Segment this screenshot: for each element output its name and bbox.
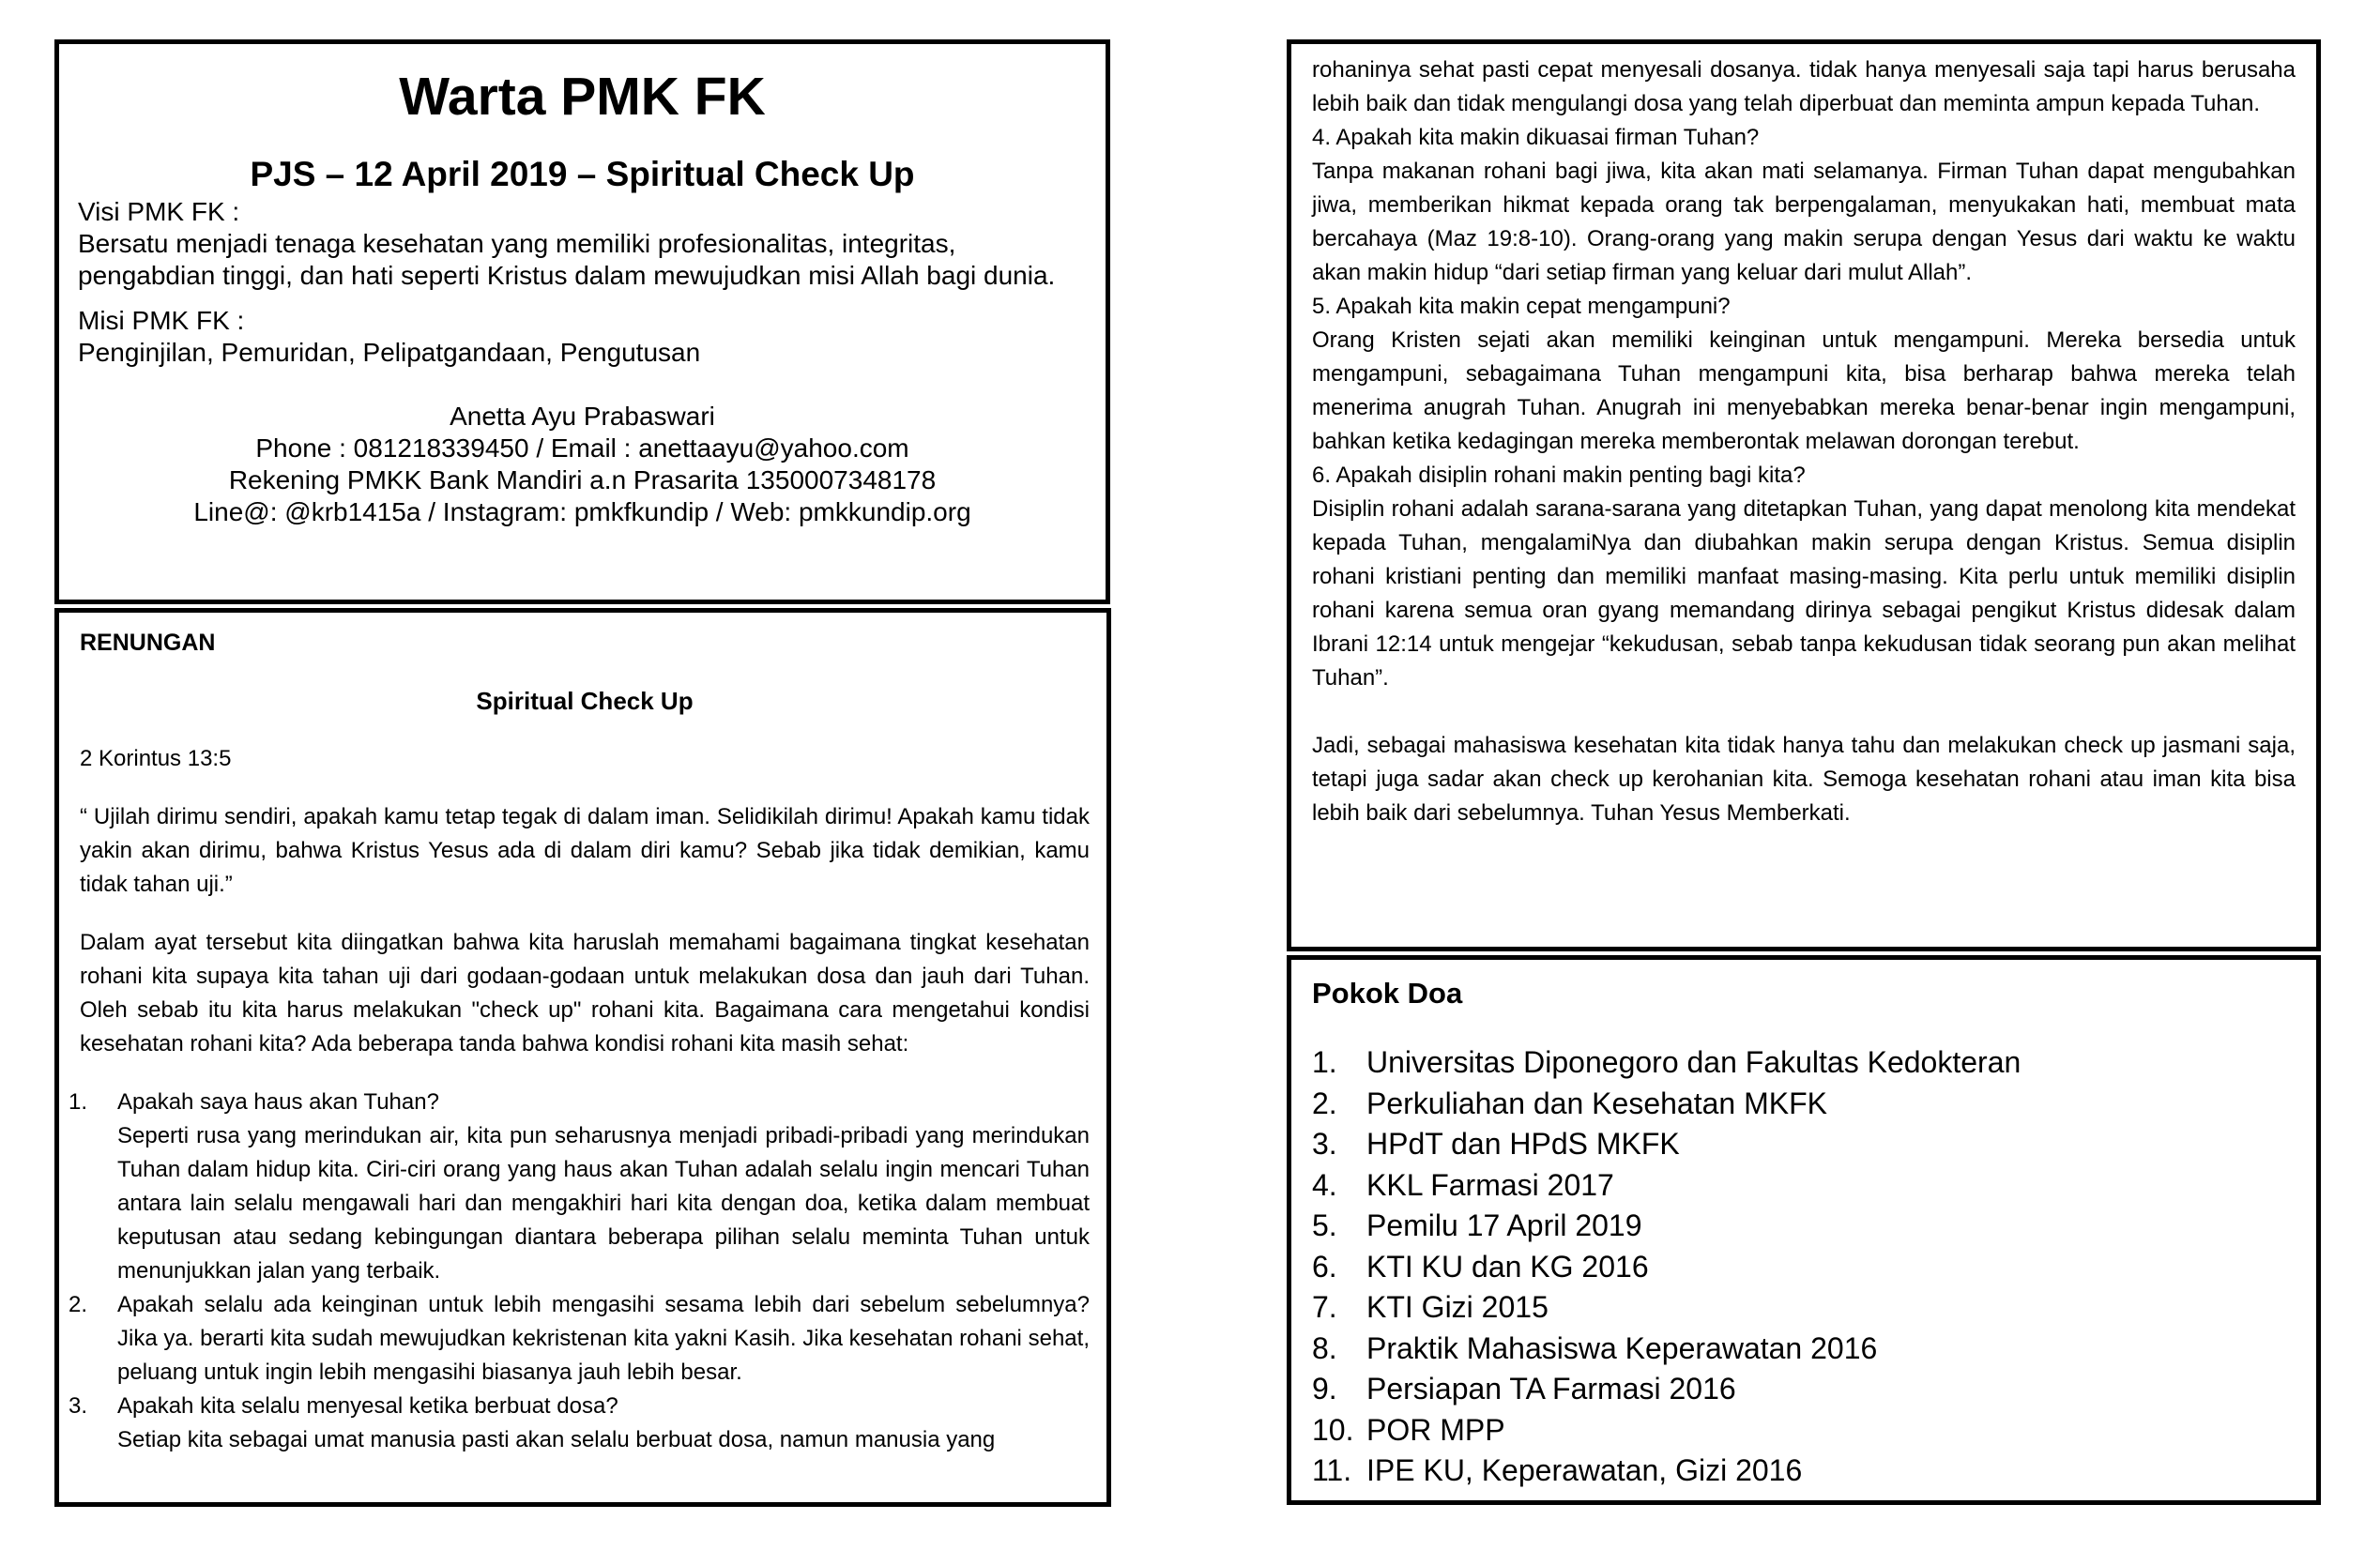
point-4-answer: Tanpa makanan rohani bagi jiwa, kita akan mati selamanya. Firman Tuhan dapat mengubahkan jiwa, memberikan hikmat kepada orang tak berpengalaman, menyukakan hati, membuat mata bercahaya (Maz 19:8-10). Orang-orang yang makin serupa dengan Yesus dari waktu ke waktu akan makin hidup “dari setiap firman yang keluar dari mulut Allah”. [1312, 159, 2296, 285]
contact-name: Anetta Ayu Prabaswari [450, 402, 715, 431]
point-question: Apakah saya haus akan Tuhan? [117, 1089, 439, 1115]
prayer-item [1312, 1165, 2296, 1207]
prayer-number: 8. [1312, 1330, 1337, 1365]
document-subtitle: PJS – 12 April 2019 – Spiritual Check Up [250, 155, 915, 193]
renungan-continuation-box [1287, 39, 2321, 951]
prayer-text: Persiapan TA Farmasi 2016 [1366, 1372, 1736, 1406]
prayer-number: 9. [1312, 1372, 1337, 1406]
prayer-number: 4. [1312, 1167, 1337, 1202]
point-4-question: 4. Apakah kita makin dikuasai firman Tuhan? [1312, 125, 1760, 150]
prayer-item [1312, 1084, 2296, 1125]
prayer-text: KKL Farmasi 2017 [1366, 1167, 1614, 1202]
point-3-continuation: rohaninya sehat pasti cepat menyesali dosanya. tidak hanya menyesali saja tapi harus berusaha lebih baik dan tidak mengulangi dosa yang telah diperbuat dan meminta ampun kepada Tuhan. [1312, 57, 2296, 116]
prayer-text: KTI Gizi 2015 [1366, 1290, 1549, 1324]
prayer-item [1312, 1124, 2296, 1165]
contact-bank: Rekening PMKK Bank Mandiri a.n Prasarita 1350007348178 [228, 465, 937, 494]
prayer-number: 5. [1312, 1208, 1337, 1242]
contact-social: Line@: @krb1415a / Instagram: pmkfkundip / Web: pmkkundip.org [193, 497, 971, 526]
prayer-item [1312, 1410, 2296, 1451]
visi-label: Visi PMK FK : [78, 197, 240, 226]
prayer-text: POR MPP [1366, 1412, 1505, 1447]
point-5-answer: Orang Kristen sejati akan memiliki keinginan untuk mengampuni. Mereka bersedia untuk mengampuni, sebagaimana Tuhan mengampuni kita, bisa berharap bahwa mereka telah menerima anugrah Tuhan. Anugrah ini menyebabkan mereka benar-benar ingin mengampuni, bahkan ketika kedagingan mereka memberontak melawan dorongan terebut. [1312, 327, 2296, 454]
prayer-text: Perkuliahan dan Kesehatan MKFK [1366, 1086, 1827, 1120]
renungan-heading: RENUNGAN [80, 630, 216, 656]
point-5-question: 5. Apakah kita makin cepat mengampuni? [1312, 294, 1731, 319]
prayer-item [1312, 1042, 2296, 1084]
check-up-list [69, 1086, 1090, 1457]
prayer-number: 2. [1312, 1086, 1337, 1120]
prayer-number: 1. [1312, 1045, 1337, 1079]
prayer-text: Praktik Mahasiswa Keperawatan 2016 [1366, 1330, 1878, 1365]
prayer-number: 7. [1312, 1290, 1337, 1324]
pokok-doa-box [1287, 955, 2321, 1505]
renungan-title: Spiritual Check Up [476, 687, 694, 715]
list-number: 2. [69, 1292, 88, 1317]
list-item [69, 1288, 1090, 1390]
prayer-text: KTI KU dan KG 2016 [1366, 1249, 1649, 1284]
list-number: 1. [69, 1089, 88, 1115]
prayer-text: Universitas Diponegoro dan Fakultas Kedokteran [1366, 1045, 2021, 1079]
closing-paragraph: Jadi, sebagai mahasiswa kesehatan kita tidak hanya tahu dan melakukan check up jasmani saja, tetapi juga sadar akan check up kerohanian kita. Semoga kesehatan rohani atau iman kita bisa lebih baik dari sebelumnya. Tuhan Yesus Memberkati. [1312, 733, 2296, 826]
prayer-item [1312, 1451, 2296, 1492]
point-answer: Seperti rusa yang merindukan air, kita pun seharusnya menjadi pribadi-pribadi yang merindukan Tuhan dalam hidup kita. Ciri-ciri orang yang haus akan Tuhan adalah selalu ingin mencari Tuhan antara lain selalu mengawali hari dan mengakhiri hari kita dengan doa, ketika dalam membuat keputusan atau sedang kebingungan diantara beberapa pilihan selalu meminta Tuhan untuk menunjukkan jalan yang terbaik. [117, 1123, 1090, 1284]
document-title: Warta PMK FK [399, 67, 766, 127]
header-box [54, 39, 1110, 604]
scripture-verse: “ Ujilah dirimu sendiri, apakah kamu tetap tegak di dalam iman. Selidikilah dirimu! Apakah kamu tidak yakin akan dirimu, bahwa Kristus Yesus ada di dalam diri kamu? Sebab jika tidak demikian, kamu tidak tahan uji.” [80, 804, 1090, 897]
renungan-intro: Dalam ayat tersebut kita diingatkan bahwa kita haruslah memahami bagaimana tingkat kesehatan rohani kita supaya kita tahan uji dari godaan-godaan untuk melakukan dosa dan jauh dari Tuhan. Oleh sebab itu kita harus melakukan "check up" rohani kita. Bagaimana cara mengetahui kondisi kesehatan rohani kita? Ada beberapa tanda bahwa kondisi rohani kita masih sehat: [80, 930, 1090, 1056]
prayer-text: IPE KU, Keperawatan, Gizi 2016 [1366, 1453, 1803, 1487]
list-number: 3. [69, 1393, 88, 1419]
point-question: Apakah selalu ada keinginan untuk lebih mengasihi sesama lebih dari sebelum sebelumnya? Jika ya. berarti kita sudah mewujudkan kekristenan kita yakni Kasih. Jika kesehatan rohani sehat, peluang untuk ingin lebih mengasihi biasanya jauh lebih besar. [117, 1292, 1090, 1385]
scripture-reference: 2 Korintus 13:5 [80, 746, 232, 771]
prayer-number: 11. [1312, 1453, 1352, 1487]
misi-text: Penginjilan, Pemuridan, Pelipatgandaan, Pengutusan [78, 338, 701, 367]
prayer-item [1312, 1329, 2296, 1370]
prayer-number: 6. [1312, 1249, 1337, 1284]
prayer-item [1312, 1247, 2296, 1288]
prayer-text: Pemilu 17 April 2019 [1366, 1208, 1642, 1242]
visi-text: Bersatu menjadi tenaga kesehatan yang memiliki profesionalitas, integritas, pengabdian tinggi, dan hati seperti Kristus dalam mewujudkan misi Allah bagi dunia. [78, 229, 1056, 290]
misi-label: Misi PMK FK : [78, 306, 245, 335]
list-item [69, 1390, 1090, 1457]
point-6-answer: Disiplin rohani adalah sarana-sarana yang ditetapkan Tuhan, yang dapat menolong kita mendekat kepada Tuhan, mengalamiNya dan diubahkan makin serupa dengan Kristus. Semua disiplin rohani kristiani penting dan memiliki manfaat masing-masing. Kita perlu untuk memiliki disiplin rohani karena semua oran gyang memandang dirinya sebagai pengikut Kristus didesak dalam Ibrani 12:14 untuk mengejar “kekudusan, sebab tanpa kekudusan tidak seorang pun akan melihat Tuhan”. [1312, 496, 2296, 691]
pokok-doa-heading: Pokok Doa [1312, 977, 1463, 1010]
point-question: Apakah kita selalu menyesal ketika berbuat dosa? [117, 1393, 618, 1419]
prayer-text: HPdT dan HPdS MKFK [1366, 1127, 1680, 1161]
prayer-item [1312, 1369, 2296, 1410]
prayer-number: 10. [1312, 1412, 1354, 1447]
prayer-number: 3. [1312, 1127, 1337, 1161]
point-answer: Setiap kita sebagai umat manusia pasti akan selalu berbuat dosa, namun manusia yang [117, 1427, 996, 1452]
list-item [69, 1086, 1090, 1288]
prayer-item [1312, 1287, 2296, 1329]
prayer-item [1312, 1206, 2296, 1247]
prayer-list [1312, 1042, 2296, 1492]
point-6-question: 6. Apakah disiplin rohani makin penting bagi kita? [1312, 463, 1806, 488]
renungan-box [54, 608, 1111, 1507]
contact-phone-email: Phone : 081218339450 / Email : anettaayu@yahoo.com [255, 433, 909, 463]
